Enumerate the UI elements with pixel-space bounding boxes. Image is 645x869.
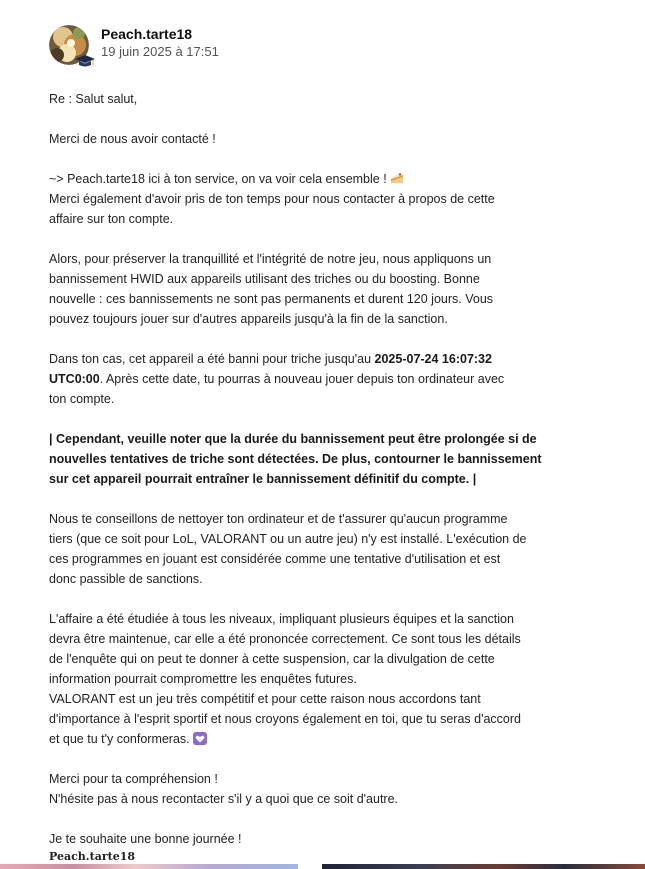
graduation-cap-icon	[75, 53, 95, 69]
warning-line-3: sur cet appareil pourrait entraîner le bannissement définitif du compte. |	[49, 472, 477, 486]
avatar[interactable]	[49, 25, 89, 65]
closing-line-1: Merci pour ta compréhension !	[49, 772, 218, 786]
conform-text: et que tu t'y conformeras.	[49, 732, 190, 746]
paragraph-3-line-2: tiers (que ce soit pour LoL, VALORANT ou un autre jeu) n'y est installé. L'exécution de	[49, 532, 527, 546]
author-meta	[101, 26, 219, 60]
ban-text: Dans ton cas, cet appareil a été banni pour triche jusqu'au	[49, 352, 375, 366]
paragraph-4-line-7	[49, 729, 549, 749]
paragraph-1-line-4: pouvez toujours jouer sur d'autres appareils jusqu'à la fin de la sanction.	[49, 312, 448, 326]
farewell-line: Je te souhaite une bonne journée !	[49, 832, 242, 846]
paragraph-2-line-3: ton compte.	[49, 392, 115, 406]
ban-text-rest: . Après cette date, tu pourras à nouveau jouer depuis ton ordinateur avec	[99, 372, 505, 386]
paragraph-1-line-3: nouvelle : ces bannissements ne sont pas permanents et durent 120 jours. Vous	[49, 292, 494, 306]
ban-timezone: UTC0:00	[49, 372, 100, 386]
purple-heart-icon	[193, 732, 207, 745]
message-body	[49, 89, 549, 849]
paragraph-3-line-1: Nous te conseillons de nettoyer ton ordinateur et de t'assurer qu'aucun programme	[49, 512, 508, 526]
closing-line-2: N'hésite pas à nous recontacter s'il y a quoi que ce soit d'autre.	[49, 792, 399, 806]
intro-line-2: Merci également d'avoir pris de ton temps pour nous contacter à propos de cette	[49, 192, 495, 206]
paragraph-2-line-2	[49, 369, 549, 389]
paragraph-4-line-3: de l'enquête qui on peut te donner à cette suspension, car la divulgation de cette	[49, 652, 495, 666]
paragraph-4-line-4: information pourrait compromettre les enquêtes futures.	[49, 672, 357, 686]
greeting: Re : Salut salut,	[49, 92, 138, 106]
intro-text: ~> Peach.tarte18 ici à ton service, on va voir cela ensemble !	[49, 172, 387, 186]
paragraph-4-line-5: VALORANT est un jeu très compétitif et pour cette raison nous accordons tant	[49, 692, 481, 706]
warning-line-1: | Cependant, veuille noter que la durée du bannissement peut être prolongée si de	[49, 432, 537, 446]
cake-slice-icon	[390, 172, 404, 185]
author-name[interactable]: Peach.tarte18	[101, 26, 193, 42]
message-timestamp: 19 juin 2025 à 17:51	[101, 44, 219, 59]
thanks-line: Merci de nous avoir contacté !	[49, 132, 216, 146]
paragraph-4-line-1: L'affaire a été étudiée à tous les niveaux, impliquant plusieurs équipes et la sanction	[49, 612, 514, 626]
warning-line-2: nouvelles tentatives de triche sont détectées. De plus, contourner le bannissement	[49, 452, 542, 466]
message-header	[49, 25, 219, 69]
intro-line-3: affaire sur ton compte.	[49, 212, 174, 226]
intro-line	[49, 169, 549, 189]
signature: Peach.tarte18	[49, 850, 136, 863]
signature-banner-image-right	[322, 864, 645, 869]
paragraph-4-line-6: d'importance à l'esprit sportif et nous croyons également en toi, que tu seras d'accord	[49, 712, 521, 726]
signature-banner-image-left	[0, 864, 298, 869]
paragraph-4-line-2: devra être maintenue, car elle a été prononcée correctement. Ce sont tous les détails	[49, 632, 521, 646]
paragraph-2-line-1	[49, 349, 549, 369]
ban-date: 2025-07-24 16:07:32	[374, 352, 492, 366]
paragraph-3-line-4: donc passible de sanctions.	[49, 572, 203, 586]
paragraph-1-line-1: Alors, pour préserver la tranquillité et l'intégrité de notre jeu, nous appliquons un	[49, 252, 492, 266]
paragraph-3-line-3: ces programmes en jouant est considérée comme une tentative d'utilisation et est	[49, 552, 501, 566]
paragraph-1-line-2: bannissement HWID aux appareils utilisant des triches ou du boosting. Bonne	[49, 272, 480, 286]
